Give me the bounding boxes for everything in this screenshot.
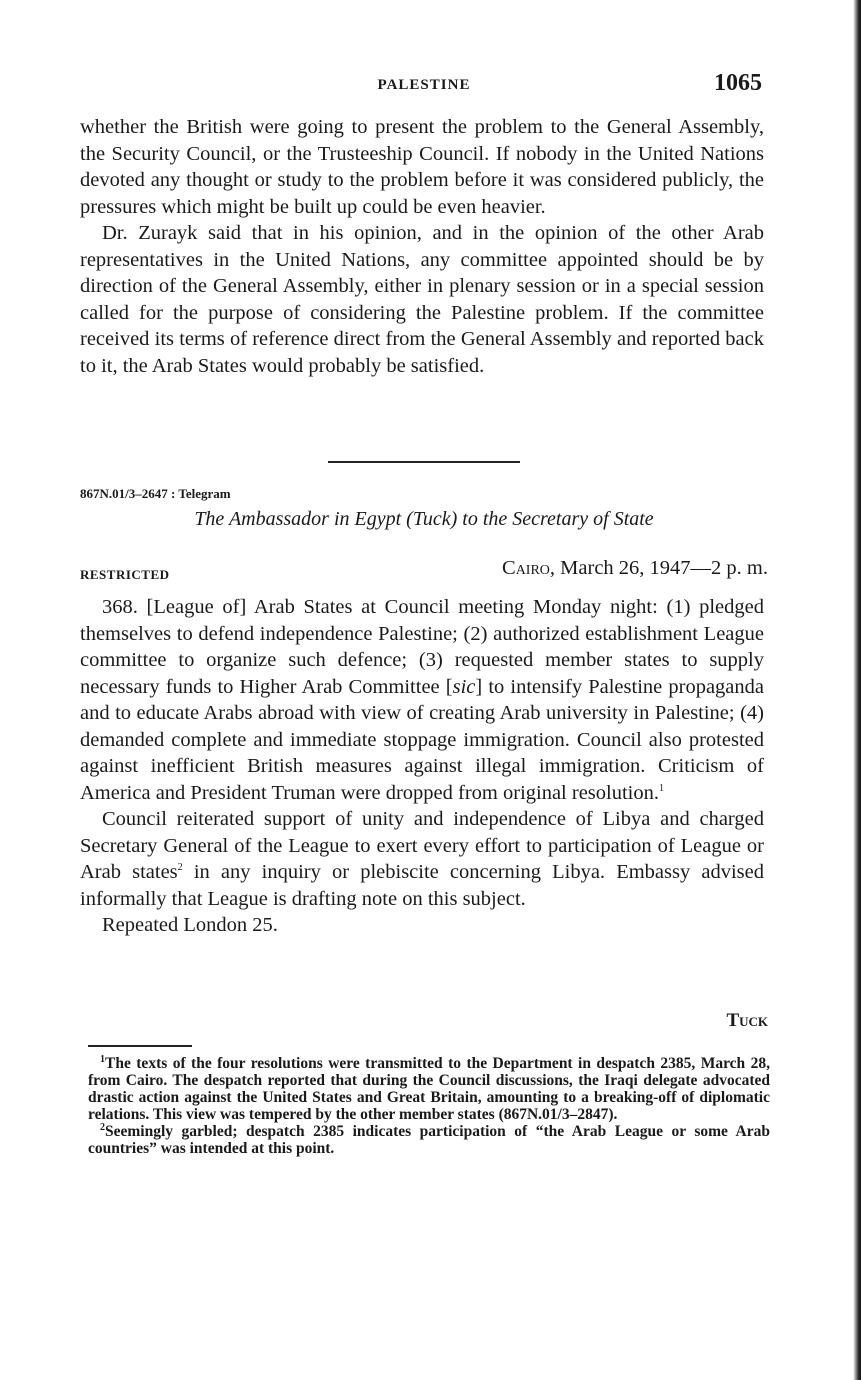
footnote-divider [88, 1045, 192, 1047]
footnote-marker-1: 1 [100, 1053, 105, 1065]
file-reference: 867N.01/3–2647 : Telegram [80, 486, 231, 501]
telegram-paragraph-3: Repeated London 25. [102, 914, 278, 936]
dateline-date: March 26, 1947—2 p. m. [560, 557, 768, 579]
footnote-1 [88, 1055, 770, 1123]
footnote-text-2: Seemingly garbled; despatch 2385 indicates participation of “the Arab League or some Arab countries” was intended at this point. [88, 1123, 770, 1157]
sic-marker: sic [452, 675, 476, 698]
footnotes [88, 1055, 770, 1157]
telegram-p2-end: in any inquiry or plebiscite concerning Libya. Embassy advised informally that League is drafting note on this subject. [80, 861, 764, 910]
footnote-ref-1: 1 [659, 782, 664, 794]
zurayk-paragraph: Dr. Zurayk said that in his opinion, and in the opinion of the other Arab representatives in the United Nations, any committee appointed should be by direction of the General Assembly, either in plenary session or in a special session called for the purpose of considering the Palestine problem. If the committee received its terms of reference direct from the General Assembly and reported back to it, the Arab States would probably be satisfied. [80, 222, 764, 377]
page-edge-shadow [853, 0, 861, 1380]
telegram-p2-start: Council reiterated support of unity and independence of Libya and charged Secretary General of the League to exert every effort to participation of League or Arab states [80, 808, 764, 883]
running-title: PALESTINE [377, 77, 471, 93]
dateline [502, 557, 768, 580]
telegram-paragraph-1 [80, 594, 764, 806]
telegram-p1-start: 368. [League of] Arab States at Council meeting Monday night: (1) pledged themselves to defend independence Palestine; (2) authorized establishment League committee to organize such defence; (3) requested member states to supply necessary funds to Higher Arab Committee [ [80, 596, 764, 698]
continuation-paragraph: whether the British were going to present the problem to the General Assembly, the Security Council, or the Trusteeship Council. If nobody in the United Nations devoted any thought or study to the problem before it was considered publicly, the pressures which might be built up could be even heavier. [80, 116, 764, 218]
document-title: The Ambassador in Egypt (Tuck) to the Secretary of State [194, 508, 654, 530]
footnote-marker-2: 2 [100, 1121, 105, 1133]
telegram-p1-end: ] to intensify Palestine propaganda and to educate Arabs abroad with view of creating Arab university in Palestine; (4) demanded complete and immediate stoppage immigration. Council also protested against inefficient British measures against illegal immigration. Criticism of America and President Truman were dropped from original resolution. [80, 675, 764, 804]
footnote-text-1: The texts of the four resolutions were transmitted to the Department in despatch 2385, March 28, from Cairo. The despatch reported that during the Council discussions, the Iraqi delegate advocated drastic action against the United States and Great Britain, amounting to a breaking-off of diplomatic relations. This view was tempered by the other member states (867N.01/3–2847). [88, 1055, 770, 1123]
telegram-text [80, 594, 764, 939]
signature: Tuck [726, 1010, 768, 1031]
continuation-text [80, 114, 764, 379]
page-number: 1065 [714, 70, 762, 96]
section-divider [328, 461, 520, 463]
footnote-2 [88, 1123, 770, 1157]
telegram-paragraph-2 [80, 806, 764, 912]
footnote-ref-2: 2 [177, 862, 183, 874]
dateline-place: Cairo, [502, 557, 556, 579]
running-header [80, 70, 768, 104]
classification-label: RESTRICTED [80, 567, 170, 582]
